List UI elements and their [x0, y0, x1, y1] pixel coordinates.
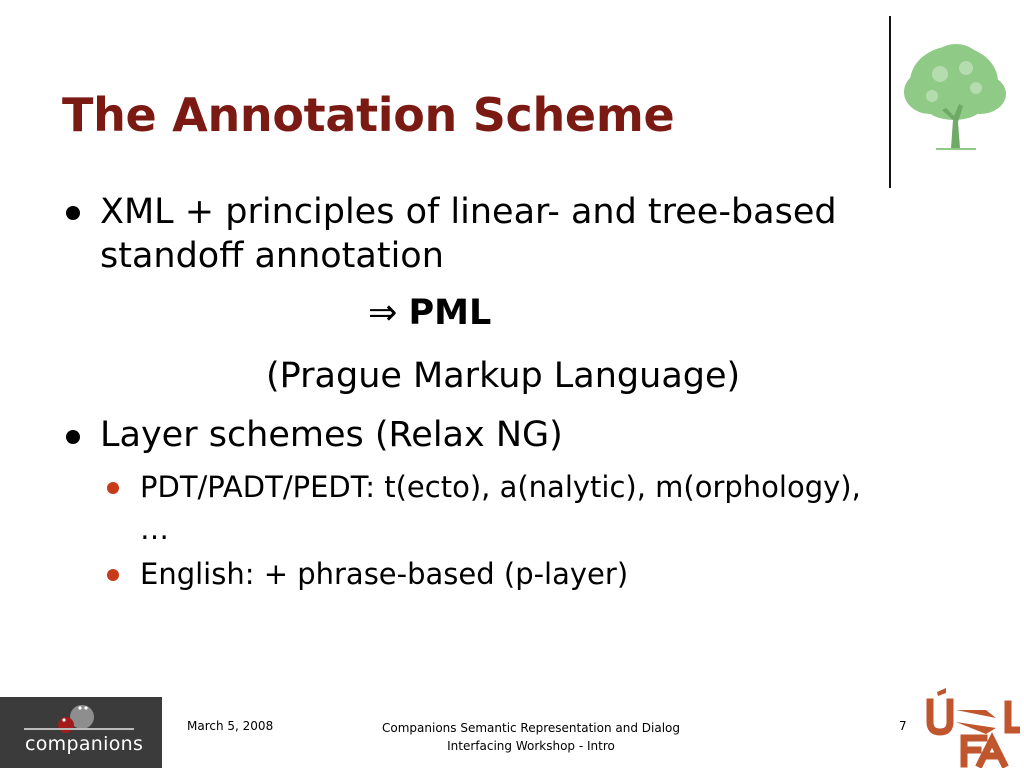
pml-expansion: (Prague Markup Language): [266, 356, 741, 396]
bullet-dot: [66, 430, 80, 444]
sub-bullet-text-continued: …: [140, 512, 169, 546]
implies-line: [368, 293, 491, 333]
sub-bullet-dot: [107, 482, 119, 494]
sub-bullet-text: English: + phrase-based (p-layer): [140, 557, 629, 591]
slide-title: The Annotation Scheme: [62, 88, 675, 142]
companions-logo-icon: [52, 703, 112, 737]
logo-underline: [24, 728, 134, 730]
ufal-logo: [924, 688, 1020, 768]
companions-logo-text: companions: [25, 733, 144, 755]
footer-event: [360, 719, 702, 755]
bullet-text: Layer schemes (Relax NG): [100, 415, 563, 455]
bullet-text-continued: standoff annotation: [100, 236, 444, 276]
implies-arrow: ⇒: [368, 293, 398, 333]
footer-event-line2: Interfacing Workshop - Intro: [447, 739, 615, 753]
sub-bullet-dot: [107, 569, 119, 581]
footer-event-line1: Companions Semantic Representation and Dialog: [382, 721, 680, 735]
pml-term: PML: [408, 293, 492, 333]
companions-logo: [0, 697, 162, 768]
bullet-dot: [66, 206, 80, 220]
page-number: 7: [899, 719, 907, 733]
bullet-text: XML + principles of linear- and tree-based: [100, 192, 837, 232]
sub-bullet-text: PDT/PADT/PEDT: t(ecto), a(nalytic), m(orphology),: [140, 470, 861, 504]
tree-icon: [896, 36, 1012, 152]
footer-date: March 5, 2008: [187, 719, 274, 733]
vertical-divider: [889, 16, 891, 188]
